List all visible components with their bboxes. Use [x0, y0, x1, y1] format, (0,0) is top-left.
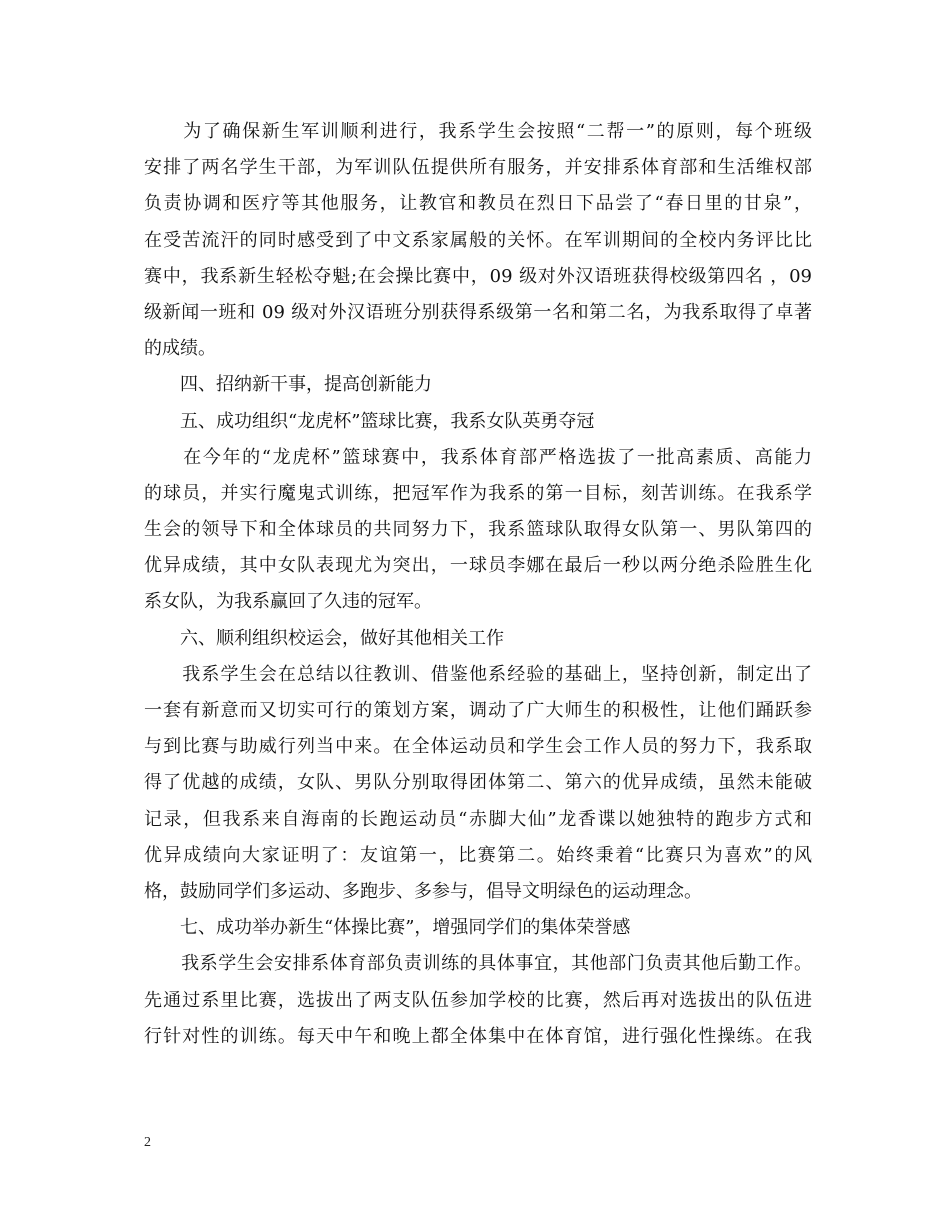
text-line: 我系学生会在总结以往教训、借鉴他系经验的基础上，坚持创新，制定出了 [144, 663, 812, 685]
text-line: 级新闻一班和 09 级对外汉语班分别获得系级第一名和第二名，为我系取得了卓著 [144, 301, 812, 323]
text-line: 七、成功举办新生“体操比赛”，增强同学们的集体荣誉感 [144, 917, 631, 939]
text-line: 的成绩。 [144, 338, 216, 360]
text-line: 四、招纳新干事，提高创新能力 [144, 374, 432, 396]
text-line: 六、顺利组织校运会，做好其他相关工作 [144, 627, 504, 649]
text-line: 格，鼓励同学们多运动、多跑步、多参与，倡导文明绿色的运动理念。 [144, 880, 702, 902]
text-line: 五、成功组织“龙虎杯”篮球比赛，我系女队英勇夺冠 [144, 410, 595, 432]
text-line: 安排了两名学生干部，为军训队伍提供所有服务，并安排系体育部和生活维权部 [144, 157, 812, 179]
text-line: 在今年的“龙虎杯”篮球赛中，我系体育部严格选拔了一批高素质、高能力 [144, 446, 812, 468]
text-line: 我系学生会安排系体育部负责训练的具体事宜，其他部门负责其他后勤工作。 [144, 953, 812, 975]
body-text [144, 114, 812, 1055]
text-line: 得了优越的成绩，女队、男队分别取得团体第二、第六的优异成绩，虽然未能破 [144, 772, 812, 794]
text-line: 先通过系里比赛，选拔出了两支队伍参加学校的比赛，然后再对选拔出的队伍进 [144, 989, 812, 1011]
text-line: 优异成绩，其中女队表现尤为突出，一球员李娜在最后一秒以两分绝杀险胜生化 [144, 555, 812, 577]
text-line: 一套有新意而又切实可行的策划方案，调动了广大师生的积极性，让他们踊跃参 [144, 700, 812, 721]
page-number: 2 [144, 1135, 151, 1150]
text-line: 在受苦流汗的同时感受到了中文系家属般的关怀。在军训期间的全校内务评比比 [144, 229, 812, 251]
text-line: 记录，但我系来自海南的长跑运动员“赤脚大仙”龙香谍以她独特的跑步方式和 [144, 808, 812, 830]
text-line: 行针对性的训练。每天中午和晚上都全体集中在体育馆，进行强化性操练。在我 [144, 1025, 812, 1047]
text-line: 负责协调和医疗等其他服务，让教官和教员在烈日下品尝了“春日里的甘泉”， [144, 193, 812, 215]
text-line: 系女队，为我系赢回了久违的冠军。 [144, 591, 432, 613]
text-line: 的球员，并实行魔鬼式训练，把冠军作为我系的第一目标，刻苦训练。在我系学 [144, 482, 812, 504]
text-line: 为了确保新生军训顺利进行，我系学生会按照“二帮一”的原则，每个班级 [144, 121, 812, 142]
text-line: 赛中，我系新生轻松夺魁;在会操比赛中，09 级对外汉语班获得校级第四名 ，09 [144, 265, 812, 287]
text-line: 优异成绩向大家证明了：友谊第一，比赛第二。始终秉着“比赛只为喜欢”的风 [144, 844, 812, 866]
text-line: 与到比赛与助威行列当中来。在全体运动员和学生会工作人员的努力下，我系取 [144, 736, 812, 758]
text-line: 生会的领导下和全体球员的共同努力下，我系篮球队取得女队第一、男队第四的 [144, 519, 812, 541]
